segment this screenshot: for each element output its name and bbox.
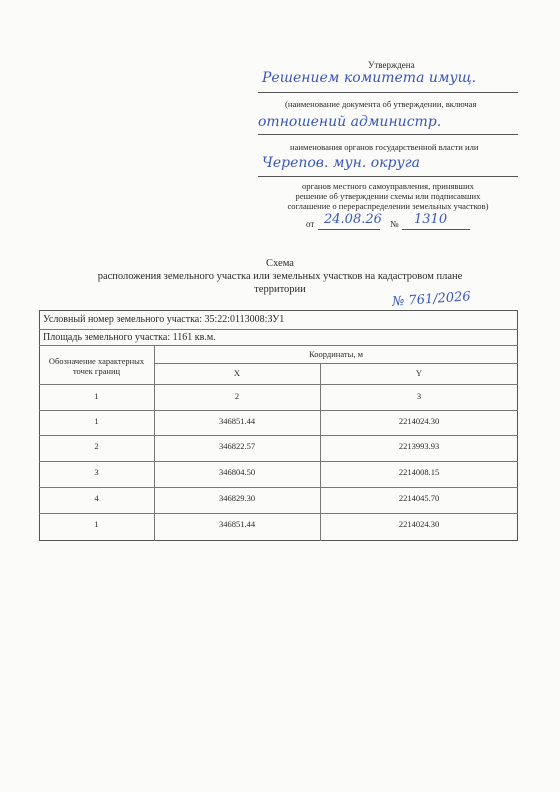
parcel-area: Площадь земельного участка: 1161 кв.м. <box>43 332 216 343</box>
x-column-header: X <box>233 368 241 378</box>
approval-date: 24.08.26 <box>324 212 382 227</box>
handwritten-scheme-number: № 761/2026 <box>391 289 472 310</box>
column-number-2: 2 <box>234 391 240 401</box>
coordinates-column-header: Координаты, м <box>309 349 363 359</box>
table-row-1-y: 2214024.30 <box>398 416 440 426</box>
document-caption: (наименование документа об утверждении, включая <box>285 99 477 109</box>
table-row-5-point: 1 <box>94 519 99 529</box>
table-row-3-y: 2214008.15 <box>398 467 440 477</box>
table-row-2-y: 2213993.93 <box>398 441 440 451</box>
date-line <box>318 229 380 230</box>
table-row-5-x: 346851.44 <box>218 519 256 529</box>
table-row-1-x: 346851.44 <box>218 416 256 426</box>
table-row-4-y: 2214045.70 <box>398 493 440 503</box>
handwritten-document-name: Решением комитета имущ. <box>262 70 477 86</box>
title-territory: территории <box>254 284 306 295</box>
number-line <box>402 229 470 230</box>
body-caption-2: решение об утверждении схемы или подписавших <box>295 191 481 201</box>
document-name-line <box>258 92 518 93</box>
approval-number: 1310 <box>414 212 448 227</box>
table-row-2-x: 346822.57 <box>218 441 256 451</box>
organ-name-line <box>258 134 518 135</box>
date-prefix: от <box>306 219 315 229</box>
table-row-4-point: 4 <box>94 493 99 503</box>
title-description: расположения земельного участка или земельных участков на кадастровом плане <box>97 271 463 282</box>
approved-label: Утверждена <box>368 60 415 70</box>
number-prefix: № <box>390 219 399 229</box>
table-row-1-point: 1 <box>94 416 99 426</box>
body-name-line <box>258 176 518 177</box>
title-scheme: Схема <box>266 258 294 269</box>
table-row-2-point: 2 <box>94 441 99 451</box>
parcel-number: Условный номер земельного участка: 35:22:0113008:ЗУ1 <box>43 314 285 325</box>
table-row-4-x: 346829.30 <box>218 493 256 503</box>
table-row-5-y: 2214024.30 <box>398 519 440 529</box>
column-number-3: 3 <box>416 391 422 401</box>
column-number-1: 1 <box>94 391 99 401</box>
table-row-3-x: 346804.50 <box>218 467 256 477</box>
points-column-header: Обозначение характерных точек границ <box>48 356 145 376</box>
handwritten-organ-name: отношений администр. <box>258 114 442 130</box>
y-column-header: Y <box>415 368 423 378</box>
organ-caption: наименования органов государственной власти или <box>290 142 479 152</box>
body-caption-1: органов местного самоуправления, принявших <box>302 181 474 191</box>
handwritten-body-name: Черепов. мун. округа <box>262 155 420 171</box>
body-caption-3: соглашение о перераспределении земельных участков) <box>287 201 489 211</box>
table-row-3-point: 3 <box>94 467 99 477</box>
